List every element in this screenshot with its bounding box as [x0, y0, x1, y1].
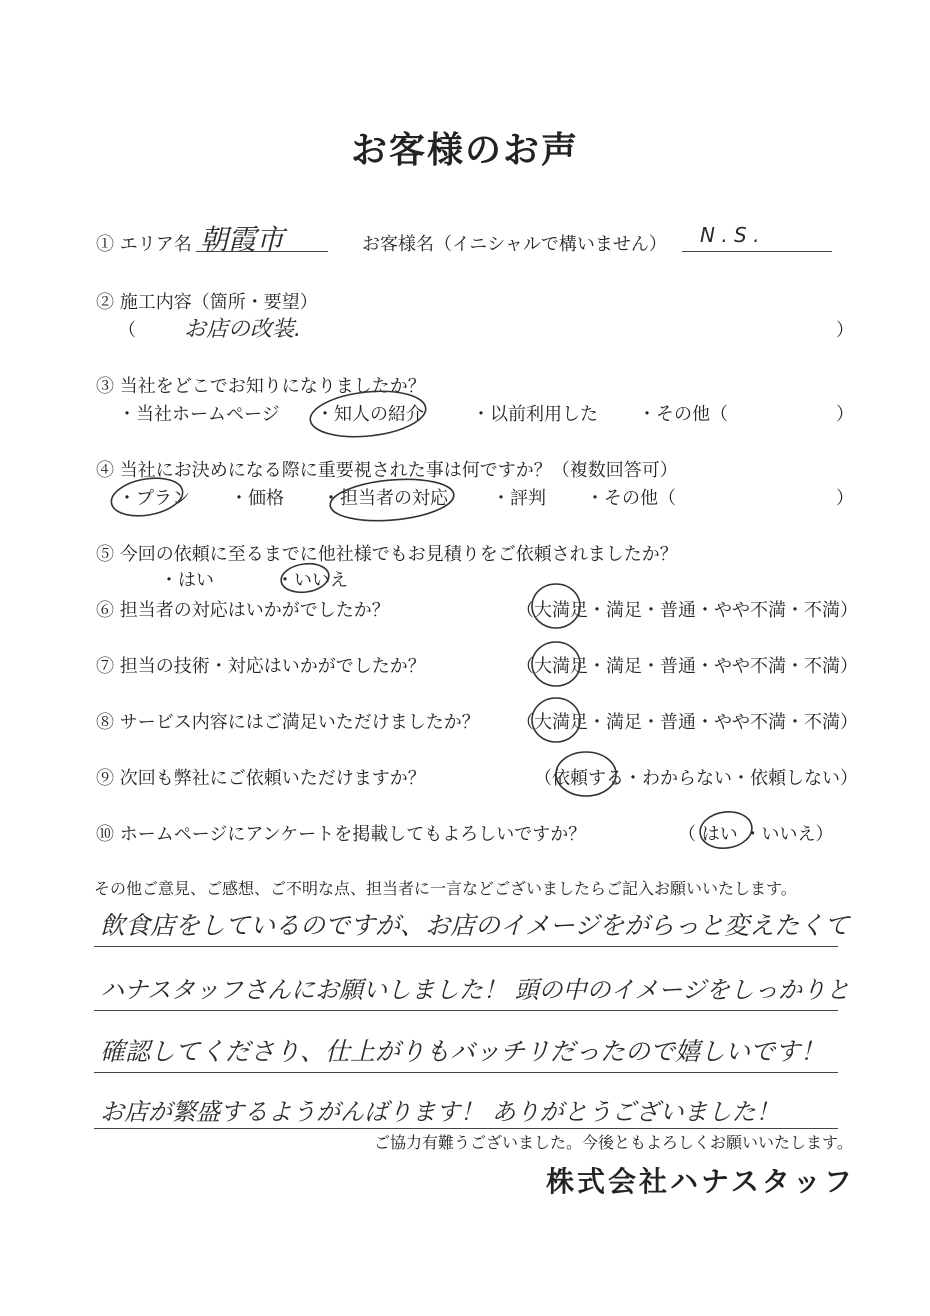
thanks-text: ご協力有難うございました。今後ともよろしくお願いいたします。 [374, 1133, 853, 1152]
q3-option-referral: ・知人の紹介 [316, 404, 424, 425]
q4-label: ④ 当社にお決めになる際に重要視された事は何ですか？（複数回答可） [96, 460, 678, 481]
q2-value: お店の改装. [184, 317, 301, 342]
comment-rule-1 [94, 946, 838, 947]
q10-scale: （ はい ・いいえ） [678, 824, 834, 845]
q1-name-label: お客様名（イニシャルで構いません） [362, 234, 667, 255]
q5-option-no: ・いいえ [276, 570, 348, 591]
company-name: 株式会社ハナスタッフ [546, 1165, 855, 1198]
q8-label: ⑧ サービス内容にはご満足いただけましたか？ [96, 712, 480, 733]
comment-rule-2 [94, 1010, 838, 1011]
comment-line-3: 確認してくださり、仕上がりもバッチリだったので嬉しいです！ [100, 1037, 826, 1066]
q6-label: ⑥ 担当者の対応はいかがでしたか？ [96, 600, 390, 621]
comment-rule-3 [94, 1072, 838, 1073]
q4-option-staff: ・担当者の対応 [322, 488, 448, 509]
comment-line-2: ハナスタッフさんにお願いしました！ 頭の中のイメージをしっかりと [100, 976, 850, 1004]
q1-area-value: 朝霞市 [200, 223, 285, 256]
q4-option-reputation: ・評判 [492, 488, 546, 509]
q9-label: ⑨ 次回も弊社にご依頼いただけますか？ [96, 768, 426, 789]
q1-name-value: N . S . [700, 223, 760, 247]
comments-prompt: その他ご意見、ご感想、ご不明な点、担当者に一言などございましたらご記入お願いいたします。 [94, 879, 797, 898]
q9-scale: （依頼する・わからない・依頼しない） [534, 768, 858, 789]
comment-line-4: お店が繁盛するようがんばります！ ありがとうございました！ [100, 1098, 780, 1126]
q1-area-underline [196, 251, 328, 252]
page-title: お客様のお声 [350, 129, 579, 171]
comment-line-1: 飲食店をしているのですが、お店のイメージをがらっと変えたくて [100, 911, 850, 940]
q4-option-plan: ・プラン [118, 488, 190, 509]
q8-scale: （大満足・満足・普通・やや不満・不満） [516, 712, 858, 733]
q7-label: ⑦ 担当の技術・対応はいかがでしたか？ [96, 656, 426, 677]
q3-option-previous: ・以前利用した [472, 404, 598, 425]
q2-open-paren: （ [118, 320, 136, 341]
q3-close-paren: ） [836, 404, 854, 425]
q7-scale: （大満足・満足・普通・やや不満・不満） [516, 656, 858, 677]
q6-scale: （大満足・満足・普通・やや不満・不満） [516, 600, 858, 621]
q5-label: ⑤ 今回の依頼に至るまでに他社様でもお見積りをご依頼されましたか？ [96, 544, 678, 565]
q1-area-label: ① エリア名 [96, 234, 192, 255]
q4-close-paren: ） [836, 488, 854, 509]
q10-label: ⑩ ホームページにアンケートを掲載してもよろしいですか？ [96, 824, 587, 845]
q4-option-other: ・その他（ [586, 488, 676, 509]
q3-option-other: ・その他（ [638, 404, 728, 425]
q2-label: ② 施工内容（箇所・要望） [96, 292, 318, 313]
q4-option-price: ・価格 [230, 488, 284, 509]
q3-option-homepage: ・当社ホームページ [118, 404, 280, 425]
q5-option-yes: ・はい [160, 570, 214, 591]
q1-name-underline [682, 251, 832, 252]
q3-label: ③ 当社をどこでお知りになりましたか？ [96, 376, 426, 397]
comment-rule-4 [94, 1128, 838, 1129]
q2-close-paren: ） [836, 320, 854, 341]
